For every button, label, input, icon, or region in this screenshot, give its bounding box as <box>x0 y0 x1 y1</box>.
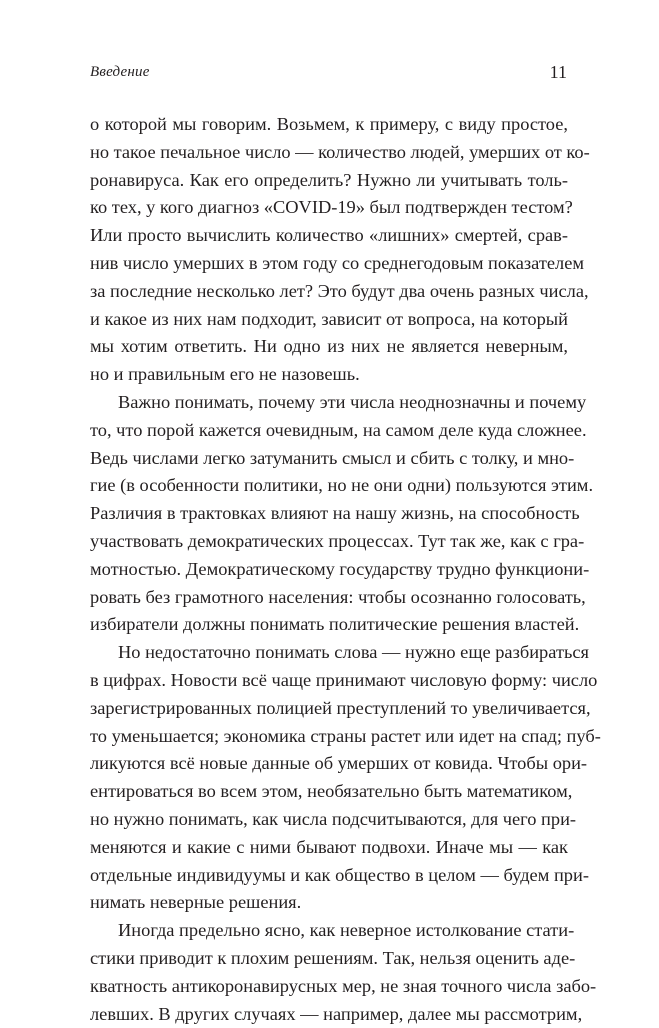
text-line: но нужно понимать, как числа подсчитываются, для чего при- <box>90 806 568 834</box>
text-line: ликуются всё новые данные об умерших от ковида. Чтобы ори- <box>90 750 568 778</box>
paragraph-first-line: Важно понимать, почему эти числа неоднозначны и почему <box>90 389 568 417</box>
text-line: ентироваться во всем этом, необязательно быть математиком, <box>90 778 568 806</box>
text-line: ко тех, у кого диагноз «COVID-19» был подтвержден тестом? <box>90 194 568 222</box>
paragraph-first-line: Иногда предельно ясно, как неверное истолкование стати- <box>90 917 568 945</box>
text-line: стики приводит к плохим решениям. Так, нельзя оценить аде- <box>90 945 568 973</box>
text-line: о которой мы говорим. Возьмем, к примеру, с виду простое, <box>90 111 568 139</box>
text-line: кватность антикоронавирусных мер, не зная точного числа забо- <box>90 973 568 1001</box>
text-line: ронавируса. Как его определить? Нужно ли учитывать толь- <box>90 167 568 195</box>
text-line: но такое печальное число — количество людей, умерших от ко- <box>90 139 568 167</box>
text-line: Различия в трактовках влияют на нашу жизнь, на способность <box>90 500 568 528</box>
text-line: в цифрах. Новости всё чаще принимают числовую форму: число <box>90 667 568 695</box>
text-line: нимать неверные решения. <box>90 889 568 917</box>
text-line: за последние несколько лет? Это будут два очень разных числа, <box>90 278 568 306</box>
text-line: то уменьшается; экономика страны растет или идет на спад; пуб- <box>90 723 568 751</box>
text-line: избиратели должны понимать политические решения властей. <box>90 611 568 639</box>
text-line: меняются и какие с ними бывают подвохи. Иначе мы — как <box>90 834 568 862</box>
text-line: и какое из них нам подходит, зависит от вопроса, на который <box>90 306 568 334</box>
page-number: 11 <box>550 62 567 83</box>
running-head: Введение <box>90 64 150 81</box>
text-line: зарегистрированных полицией преступлений то увеличивается, <box>90 695 568 723</box>
text-line: ровать без грамотного населения: чтобы осознанно голосовать, <box>90 584 568 612</box>
text-line: мы хотим ответить. Ни одно из них не является неверным, <box>90 333 568 361</box>
text-line: Ведь числами легко затуманить смысл и сбить с толку, и мно- <box>90 445 568 473</box>
text-line: мотностью. Демократическому государству трудно функциони- <box>90 556 568 584</box>
body-text <box>90 111 568 1028</box>
text-line: участвовать демократических процессах. Тут так же, как с гра- <box>90 528 568 556</box>
text-line: отдельные индивидуумы и как общество в целом — будем при- <box>90 862 568 890</box>
text-line: то, что порой кажется очевидным, на самом деле куда сложнее. <box>90 417 568 445</box>
text-line: левших. В других случаях — например, далее мы рассмотрим, <box>90 1001 568 1028</box>
text-line: Или просто вычислить количество «лишних» смертей, срав- <box>90 222 568 250</box>
paragraph-first-line: Но недостаточно понимать слова — нужно еще разбираться <box>90 639 568 667</box>
text-line: гие (в особенности политики, но не они одни) пользуются этим. <box>90 472 568 500</box>
text-line: но и правильным его не назовешь. <box>90 361 568 389</box>
text-line: нив число умерших в этом году со среднегодовым показателем <box>90 250 568 278</box>
